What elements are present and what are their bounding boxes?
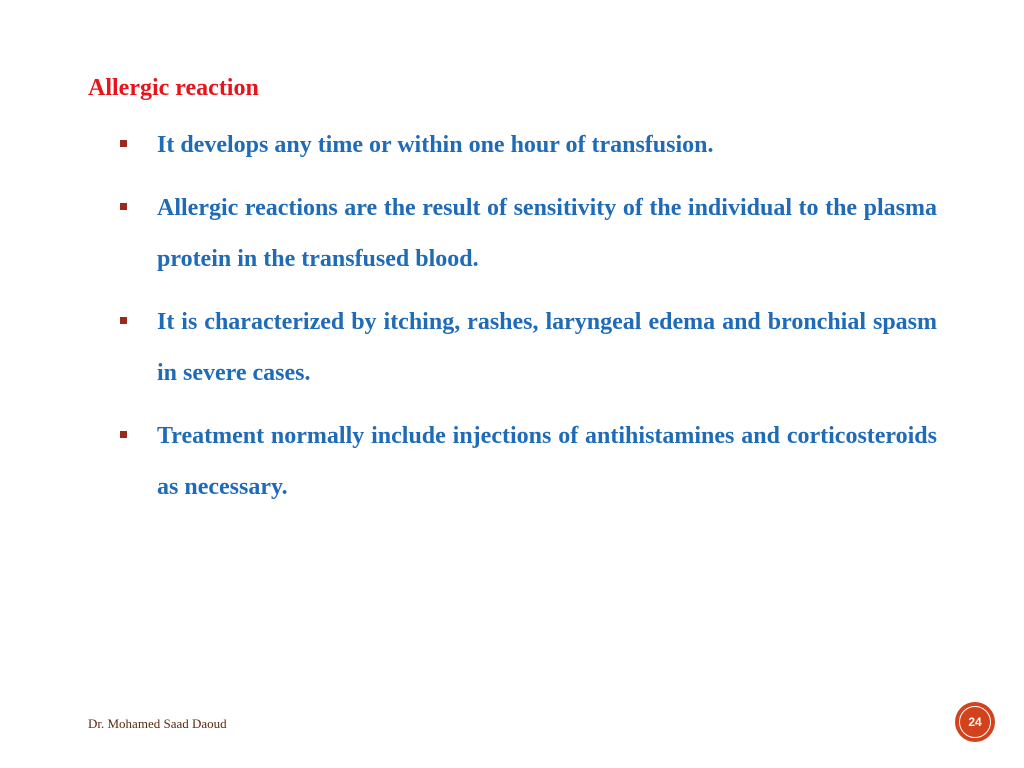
bullet-text: Treatment normally include injections of antihistamines and corticosteroids as necessary. bbox=[157, 423, 937, 500]
slide-heading: Allergic reaction bbox=[88, 75, 259, 101]
page-number-badge bbox=[955, 702, 995, 742]
bullet-text: It is characterized by itching, rashes, laryngeal edema and bronchial spasm in severe cases. bbox=[157, 309, 937, 386]
bullet-item bbox=[120, 411, 937, 513]
square-bullet-icon bbox=[120, 140, 127, 147]
bullet-item bbox=[120, 183, 937, 285]
square-bullet-icon bbox=[120, 203, 127, 210]
bullet-text: Allergic reactions are the result of sensitivity of the individual to the plasma protein in the transfused blood. bbox=[157, 195, 937, 272]
square-bullet-icon bbox=[120, 431, 127, 438]
bullet-list bbox=[120, 120, 937, 525]
footer-author: Dr. Mohamed Saad Daoud bbox=[88, 716, 227, 731]
bullet-item bbox=[120, 297, 937, 399]
bullet-item bbox=[120, 120, 937, 171]
page-number: 24 bbox=[968, 715, 982, 729]
square-bullet-icon bbox=[120, 317, 127, 324]
bullet-text: It develops any time or within one hour of transfusion. bbox=[157, 132, 714, 158]
